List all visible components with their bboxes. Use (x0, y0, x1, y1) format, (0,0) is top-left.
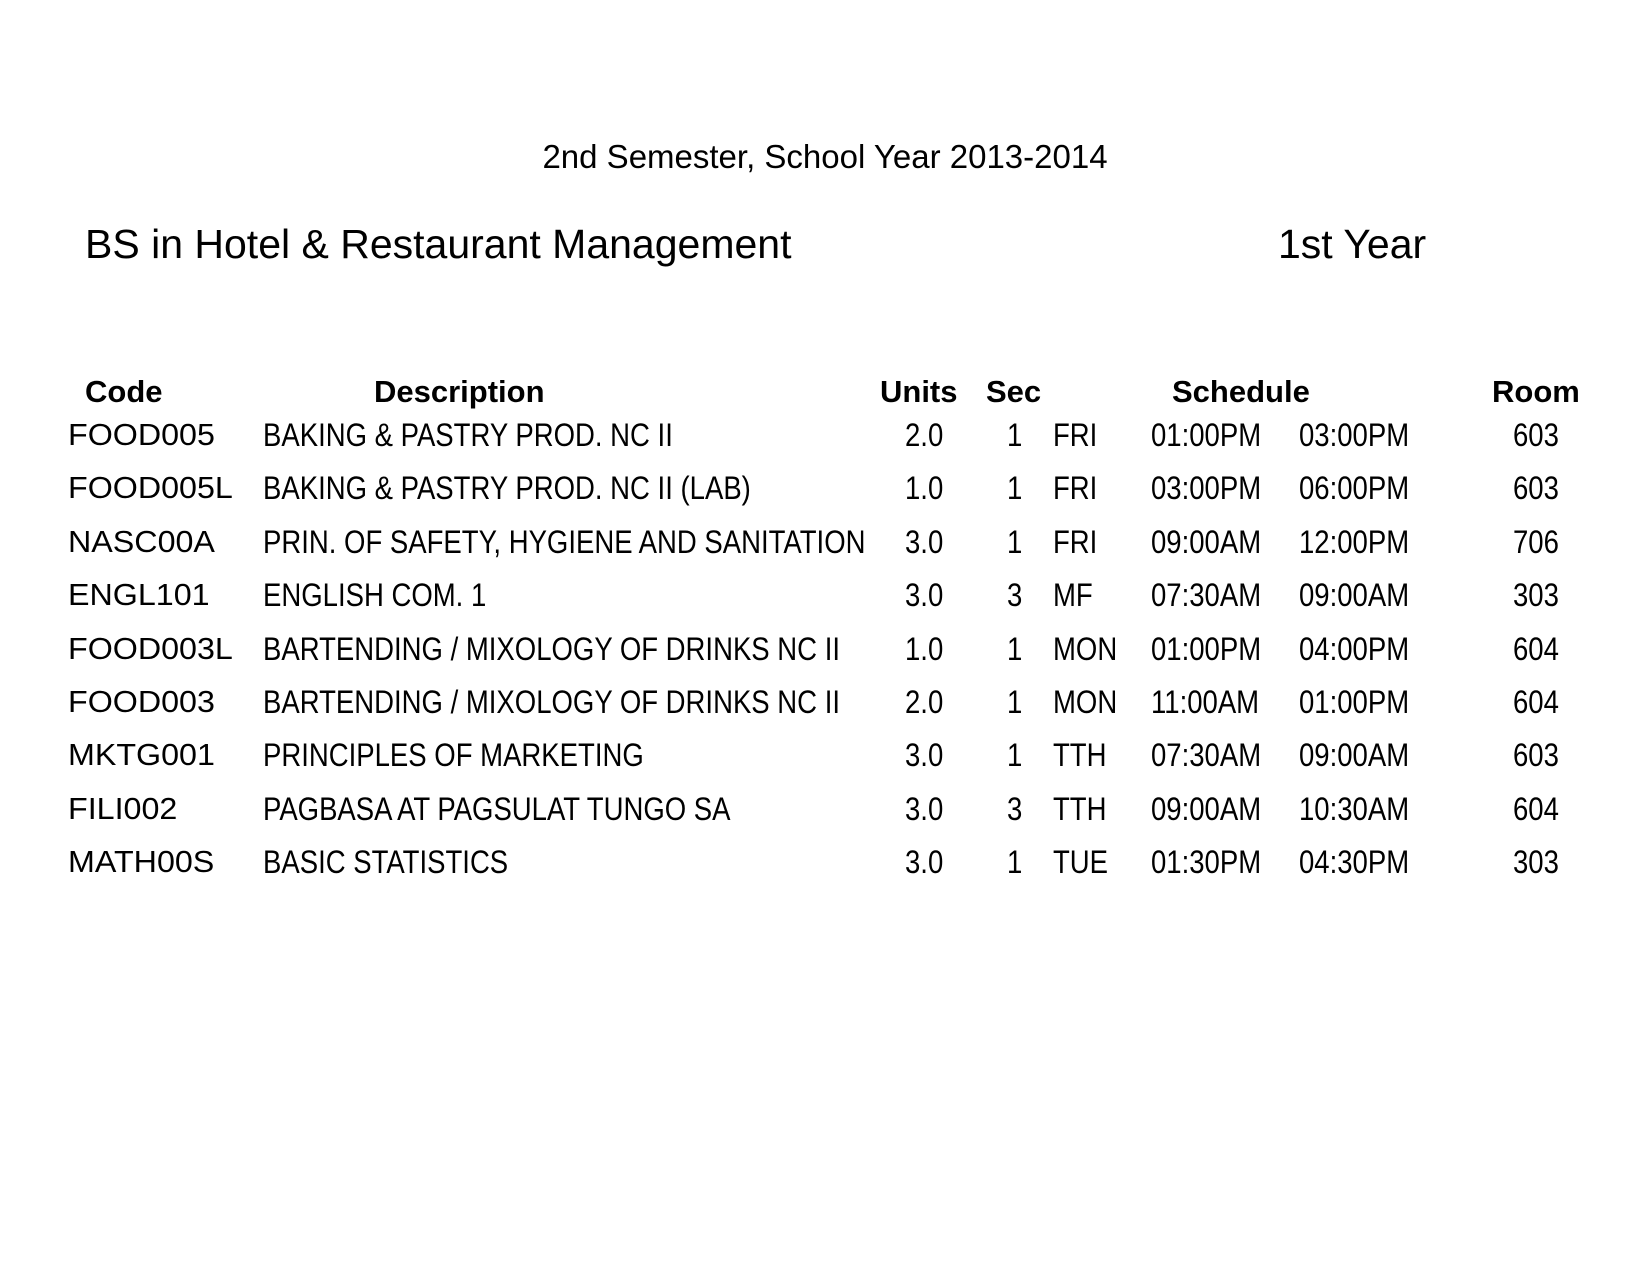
course-room: 604 (1513, 790, 1559, 827)
course-start-time: 07:30AM (1151, 577, 1262, 614)
course-code: MKTG001 (68, 737, 215, 773)
course-room: 604 (1513, 630, 1559, 667)
course-units: 1.0 (905, 470, 944, 507)
table-row (0, 415, 1650, 468)
course-start-time: 01:00PM (1151, 417, 1262, 453)
course-code: ENGL101 (68, 577, 210, 613)
course-start-time: 11:00AM (1151, 683, 1260, 720)
course-units: 3.0 (905, 737, 944, 774)
course-room: 603 (1513, 737, 1559, 774)
course-end-time: 06:00PM (1299, 470, 1410, 507)
column-header-code: Code (85, 374, 163, 409)
course-end-time: 12:00PM (1299, 523, 1410, 560)
course-code: FOOD005L (68, 470, 233, 506)
course-units: 2.0 (905, 417, 944, 453)
table-row (0, 735, 1650, 788)
course-section: 1 (1007, 683, 1023, 720)
course-description: ENGLISH COM. 1 (263, 577, 487, 614)
course-code: FOOD005 (68, 417, 215, 452)
course-code: NASC00A (68, 523, 215, 559)
course-room: 603 (1513, 417, 1559, 453)
course-section: 1 (1007, 844, 1023, 881)
course-description: PRIN. OF SAFETY, HYGIENE AND SANITATION (263, 523, 866, 560)
table-row (0, 522, 1650, 575)
course-units: 3.0 (905, 523, 944, 560)
course-day: FRI (1053, 417, 1098, 453)
course-day: TTH (1053, 737, 1107, 774)
course-description: BARTENDING / MIXOLOGY OF DRINKS NC II (263, 630, 840, 667)
course-end-time: 04:30PM (1299, 844, 1410, 881)
course-description: PRINCIPLES OF MARKETING (263, 737, 644, 774)
course-end-time: 03:00PM (1299, 417, 1410, 453)
table-row (0, 629, 1650, 682)
course-start-time: 09:00AM (1151, 790, 1262, 827)
course-code: FOOD003L (68, 630, 233, 666)
course-section: 3 (1007, 577, 1023, 614)
course-description: BAKING & PASTRY PROD. NC II (263, 417, 673, 453)
course-section: 3 (1007, 790, 1023, 827)
course-start-time: 01:30PM (1151, 844, 1262, 881)
course-day: FRI (1053, 523, 1098, 560)
course-day: MF (1053, 577, 1093, 614)
course-room: 604 (1513, 683, 1559, 720)
course-room: 303 (1513, 577, 1559, 614)
course-code: MATH00S (68, 844, 215, 880)
course-section: 1 (1007, 737, 1023, 774)
semester-title: 2nd Semester, School Year 2013-2014 (542, 138, 1108, 175)
course-section: 1 (1007, 523, 1023, 560)
table-row (0, 575, 1650, 628)
course-description: BASIC STATISTICS (263, 844, 509, 881)
course-day: TUE (1053, 844, 1109, 881)
course-day: MON (1053, 683, 1118, 720)
course-day: TTH (1053, 790, 1107, 827)
column-header-schedule: Schedule (1172, 374, 1310, 409)
course-end-time: 04:00PM (1299, 630, 1410, 667)
course-code: FILI002 (68, 790, 178, 826)
column-header-description: Description (374, 374, 545, 409)
course-room: 603 (1513, 470, 1559, 507)
column-header-sec: Sec (986, 374, 1042, 409)
course-day: FRI (1053, 470, 1098, 507)
course-end-time: 09:00AM (1299, 577, 1410, 614)
course-start-time: 07:30AM (1151, 737, 1262, 774)
column-header-room: Room (1492, 374, 1580, 409)
course-room: 706 (1513, 523, 1559, 560)
course-code: FOOD003 (68, 683, 215, 719)
course-start-time: 09:00AM (1151, 523, 1262, 560)
course-end-time: 10:30AM (1299, 790, 1410, 827)
course-start-time: 01:00PM (1151, 630, 1262, 667)
course-units: 3.0 (905, 790, 944, 827)
course-description: BARTENDING / MIXOLOGY OF DRINKS NC II (263, 683, 840, 720)
year-level: 1st Year (1278, 221, 1427, 267)
course-units: 3.0 (905, 577, 944, 614)
course-description: BAKING & PASTRY PROD. NC II (LAB) (263, 470, 751, 507)
table-row (0, 789, 1650, 842)
column-header-units: Units (880, 374, 958, 409)
course-section: 1 (1007, 417, 1023, 453)
course-start-time: 03:00PM (1151, 470, 1262, 507)
course-units: 2.0 (905, 683, 944, 720)
table-row (0, 842, 1650, 895)
course-description: PAGBASA AT PAGSULAT TUNGO SA (263, 790, 731, 827)
course-units: 3.0 (905, 844, 944, 881)
course-end-time: 09:00AM (1299, 737, 1410, 774)
course-day: MON (1053, 630, 1118, 667)
program-name: BS in Hotel & Restaurant Management (85, 221, 792, 267)
course-room: 303 (1513, 844, 1559, 881)
table-row (0, 468, 1650, 521)
table-body (0, 415, 1650, 896)
course-units: 1.0 (905, 630, 944, 667)
table-row (0, 682, 1650, 735)
course-section: 1 (1007, 630, 1023, 667)
course-section: 1 (1007, 470, 1023, 507)
course-end-time: 01:00PM (1299, 683, 1410, 720)
